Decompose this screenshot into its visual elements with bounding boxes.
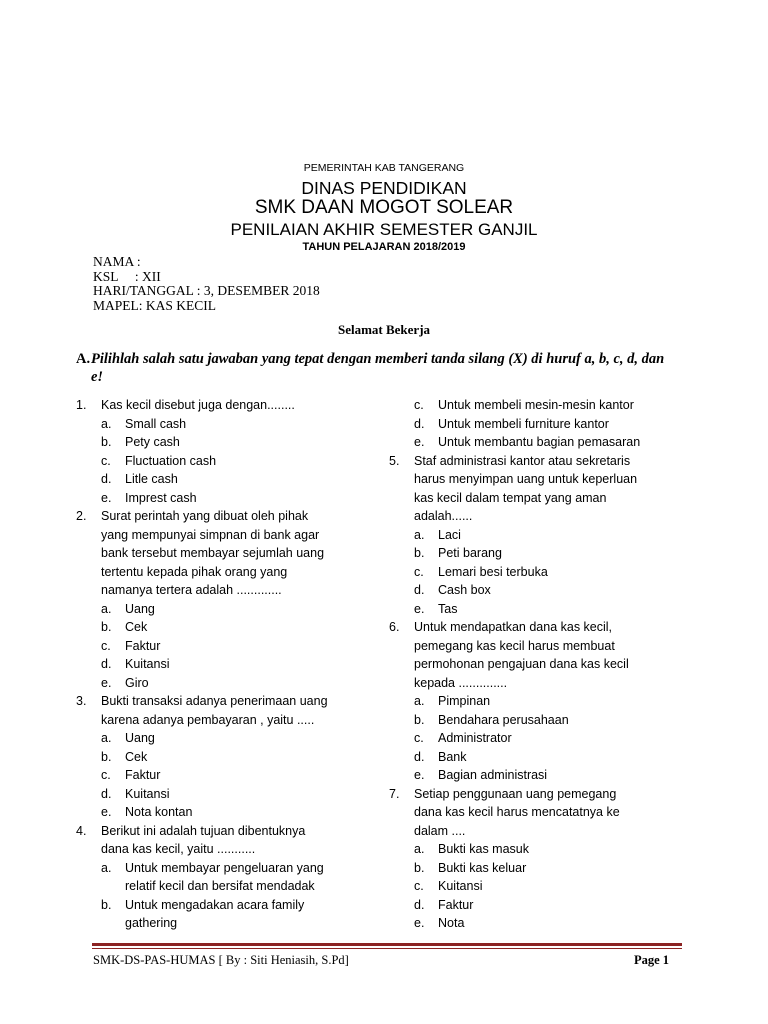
option-letter: d. [414, 749, 425, 764]
option-text: Pimpinan [438, 694, 491, 708]
answer-option [76, 803, 376, 822]
option-text: Nota kontan [125, 805, 193, 819]
question-text: permohonan pengajuan dana kas kecil [414, 657, 629, 671]
question-text: kas kecil dalam tempat yang aman [414, 490, 607, 505]
option-letter: c. [414, 731, 424, 745]
option-letter: b. [101, 897, 112, 912]
option-letter: b. [101, 620, 112, 634]
option-text: Untuk membantu bagian pemasaran [438, 435, 641, 449]
question-number: 3. [76, 694, 87, 708]
question-text: adalah...... [414, 509, 473, 523]
option-text: Laci [438, 527, 461, 542]
option-letter: a. [414, 694, 425, 708]
option-letter: c. [414, 564, 424, 579]
question-text: namanya tertera adalah ............. [101, 583, 282, 597]
option-text: Untuk membayar pengeluaran yang [125, 860, 324, 875]
question-text: karena adanya pembayaran , yaitu ..... [101, 712, 315, 727]
question-continuation [389, 655, 689, 674]
question-column-left [76, 396, 376, 933]
answer-option [76, 433, 376, 452]
question-text: kepada .............. [414, 675, 508, 690]
option-letter: a. [101, 731, 112, 745]
question-line [76, 396, 376, 415]
question-text: Staf administrasi kantor atau sekretaris [414, 453, 631, 468]
option-letter: d. [101, 657, 112, 671]
question-continuation [389, 674, 689, 693]
option-letter: b. [414, 860, 425, 875]
question-text: tertentu kepada pihak orang yang [101, 564, 288, 579]
answer-option [76, 729, 376, 748]
option-text: Imprest cash [125, 490, 197, 505]
option-text: Uang [125, 601, 155, 616]
option-text: Cek [125, 749, 148, 764]
option-letter: e. [101, 490, 112, 505]
option-text: Faktur [125, 768, 161, 782]
answer-option [389, 692, 689, 711]
answer-option [389, 859, 689, 878]
answer-option [76, 785, 376, 804]
footer-rule-thin [92, 948, 682, 949]
option-letter: d. [101, 786, 112, 801]
answer-option [389, 766, 689, 785]
option-text: Cek [125, 620, 148, 634]
option-text: gathering [125, 916, 178, 930]
option-letter: c. [414, 398, 424, 412]
option-letter: d. [414, 583, 425, 597]
answer-option [389, 600, 689, 619]
question-line [389, 452, 689, 471]
footer-page-number: Page 1 [634, 953, 670, 967]
question-continuation [389, 803, 689, 822]
answer-option [76, 600, 376, 619]
option-letter: e. [414, 916, 425, 930]
option-text: Peti barang [438, 546, 502, 560]
option-text: Kuitansi [125, 657, 170, 671]
option-letter: b. [101, 749, 112, 764]
question-continuation [389, 507, 689, 526]
option-text: Untuk membeli furniture kantor [438, 416, 609, 431]
answer-option [389, 581, 689, 600]
answer-option [76, 415, 376, 434]
question-continuation [76, 581, 376, 600]
question-continuation [76, 544, 376, 563]
question-line [389, 618, 689, 637]
answer-option [389, 840, 689, 859]
option-letter: a. [414, 527, 425, 542]
option-letter: a. [414, 842, 425, 856]
option-text: Bagian administrasi [438, 768, 548, 782]
option-text: Uang [125, 731, 155, 745]
option-text: Kuitansi [438, 879, 483, 893]
question-text: bank tersebut membayar sejumlah uang [101, 546, 325, 560]
question-number: 6. [389, 620, 400, 634]
answer-option [76, 655, 376, 674]
greeting: Selamat Bekerja [337, 322, 431, 337]
question-line [76, 822, 376, 841]
option-letter: a. [101, 601, 112, 616]
answer-option [389, 729, 689, 748]
question-continuation [389, 470, 689, 489]
answer-option [389, 526, 689, 545]
option-text: Lemari besi terbuka [438, 564, 548, 579]
question-text: dana kas kecil harus mencatatnya ke [414, 805, 620, 819]
option-letter: d. [101, 472, 112, 486]
answer-option [76, 452, 376, 471]
option-letter: e. [101, 805, 112, 819]
option-text: Bendahara perusahaan [438, 712, 569, 727]
answer-option [76, 489, 376, 508]
question-text: Untuk mendapatkan dana kas kecil, [414, 620, 613, 634]
info-tanggal: HARI/TANGGAL : 3, DESEMBER 2018 [93, 283, 320, 298]
question-text: Bukti transaksi adanya penerimaan uang [101, 694, 328, 708]
option-text: Nota [438, 916, 465, 930]
question-line [76, 507, 376, 526]
option-text: Kuitansi [125, 786, 170, 801]
option-letter: c. [414, 879, 424, 893]
option-text: Tas [438, 601, 458, 616]
answer-option [389, 896, 689, 915]
footer-rule-thick [92, 943, 682, 946]
header-school: SMK DAAN MOGOT SOLEAR [254, 197, 514, 218]
option-text: Cash box [438, 583, 491, 597]
answer-option [76, 618, 376, 637]
option-text: relatif kecil dan bersifat mendadak [125, 879, 315, 893]
question-text: pemegang kas kecil harus membuat [414, 638, 615, 653]
option-letter: e. [101, 675, 112, 690]
option-text: Bank [438, 749, 467, 764]
question-number: 1. [76, 398, 87, 412]
option-text: Bukti kas masuk [438, 842, 530, 856]
option-text: Giro [125, 675, 149, 690]
answer-option [76, 896, 376, 915]
answer-option [76, 859, 376, 878]
question-text: Surat perintah yang dibuat oleh pihak [101, 509, 309, 523]
question-text: yang mempunyai simpnan di bank agar [101, 527, 320, 542]
answer-option [76, 470, 376, 489]
instruction-text: Pilihlah salah satu jawaban yang tepat dengan memberi tanda silang (X) di huruf a, b, c, d, dan e! [91, 351, 665, 385]
question-continuation [76, 840, 376, 859]
option-letter: d. [414, 897, 425, 912]
option-letter: a. [101, 416, 112, 431]
question-text: dana kas kecil, yaitu ........... [101, 842, 256, 856]
question-line [389, 785, 689, 804]
answer-option-continuation [76, 877, 376, 896]
footer-author: SMK-DS-PAS-HUMAS [ By : Siti Heniasih, S.Pd] [93, 953, 349, 967]
option-text: Faktur [438, 897, 474, 912]
question-continuation [389, 637, 689, 656]
option-letter: c. [101, 453, 111, 468]
option-letter: d. [414, 416, 425, 431]
instruction-letter: A. [76, 351, 91, 367]
option-letter: b. [414, 712, 425, 727]
answer-option [76, 748, 376, 767]
option-text: Pety cash [125, 435, 180, 449]
question-number: 5. [389, 453, 400, 468]
info-mapel: MAPEL: KAS KECIL [93, 297, 217, 313]
option-text: Untuk membeli mesin-mesin kantor [438, 398, 634, 412]
instruction [76, 350, 676, 386]
option-letter: e. [414, 435, 425, 449]
answer-option-continuation [76, 914, 376, 933]
question-text: Kas kecil disebut juga dengan........ [101, 398, 295, 412]
question-number: 7. [389, 786, 400, 801]
answer-option [389, 711, 689, 730]
question-number: 4. [76, 823, 87, 838]
answer-option [76, 637, 376, 656]
answer-option [389, 433, 689, 452]
question-continuation [389, 822, 689, 841]
option-letter: c. [101, 638, 111, 653]
option-letter: b. [101, 435, 112, 449]
question-continuation [76, 563, 376, 582]
option-text: Administrator [438, 731, 512, 745]
option-text: Litle cash [125, 472, 178, 486]
header-department: DINAS PENDIDIKAN [301, 178, 467, 198]
option-text: Fluctuation cash [125, 453, 217, 468]
answer-option [389, 914, 689, 933]
question-continuation [76, 711, 376, 730]
header-government: PEMERINTAH KAB TANGERANG [303, 162, 465, 174]
question-column-right [389, 396, 689, 933]
question-text: dalam .... [414, 823, 466, 838]
question-line [76, 692, 376, 711]
option-letter: e. [414, 601, 425, 616]
header-exam: PENILAIAN AKHIR SEMESTER GANJIL [230, 220, 538, 239]
option-letter: c. [101, 768, 111, 782]
option-text: Bukti kas keluar [438, 860, 527, 875]
question-text: Setiap penggunaan uang pemegang [414, 786, 617, 801]
question-continuation [389, 489, 689, 508]
student-info [93, 255, 320, 313]
option-letter: b. [414, 546, 425, 560]
question-text: Berikut ini adalah tujuan dibentuknya [101, 823, 306, 838]
info-nama: NAMA : [93, 254, 141, 269]
header-year: TAHUN PELAJARAN 2018/2019 [302, 241, 466, 253]
option-text: Small cash [125, 416, 187, 431]
answer-option [389, 748, 689, 767]
question-number: 2. [76, 509, 87, 523]
answer-option [389, 544, 689, 563]
question-text: harus menyimpan uang untuk keperluan [414, 472, 638, 486]
answer-option [76, 674, 376, 693]
answer-option [389, 396, 689, 415]
option-text: Faktur [125, 638, 161, 653]
answer-option [389, 563, 689, 582]
option-letter: a. [101, 860, 112, 875]
info-ksl: KSL : XII [93, 268, 161, 284]
question-continuation [76, 526, 376, 545]
answer-option [76, 766, 376, 785]
option-letter: e. [414, 768, 425, 782]
answer-option [389, 877, 689, 896]
option-text: Untuk mengadakan acara family [125, 897, 305, 912]
answer-option [389, 415, 689, 434]
